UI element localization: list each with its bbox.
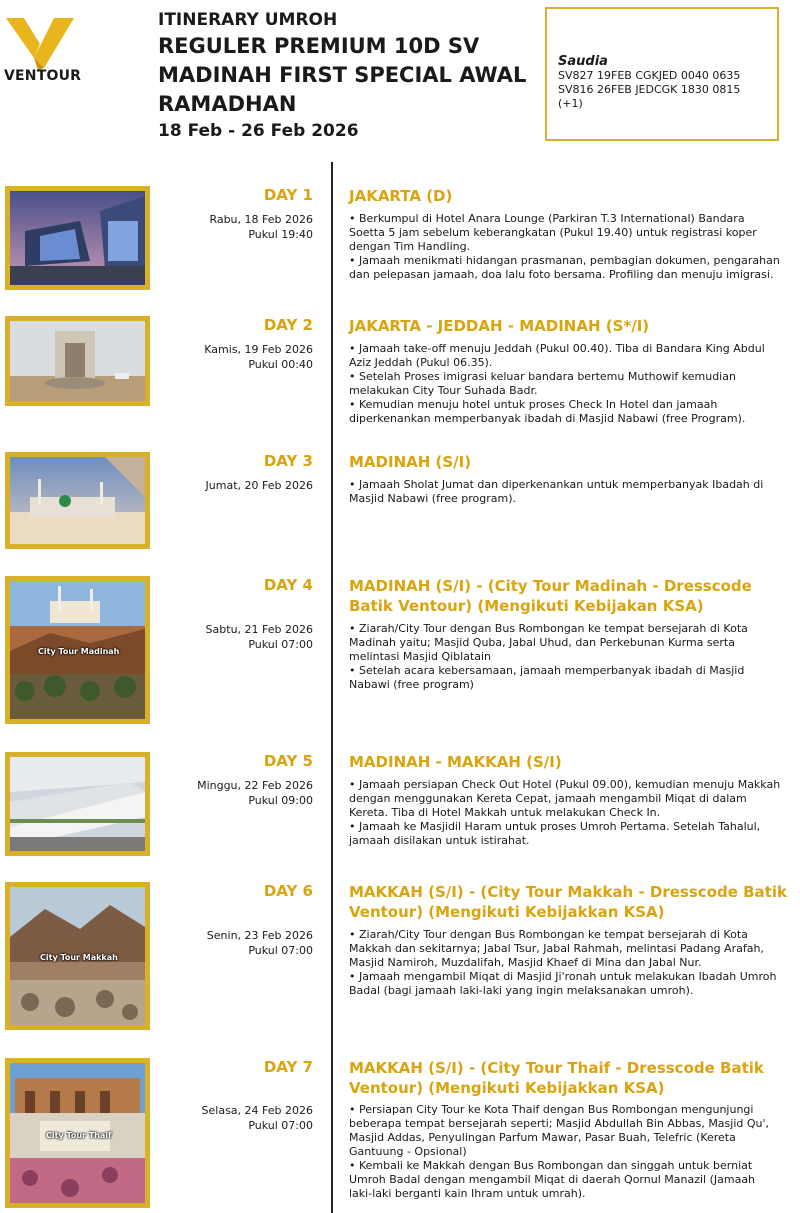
day5-desc-1: • Jamaah persiapan Check Out Hotel (Pukul 09.00), kemudian menuju Makkah dengan menggunakan Kereta Cepat, jamaah mengambil Miqat di dalam Kereta. Tiba di Hotel Makkah untuk melakukan Check In. [349,778,781,819]
day6-title: MAKKAH (S/I) - (City Tour Makkah - Dresscode Batik Ventour) (Mengikuti Kebijakkan KSA) [349,883,787,921]
day2-desc-2: • Setelah Proses imigrasi keluar bandara bertemu Muthowif kemudian melakukan City Tour Suhada Badr. [349,370,736,397]
day7-photo [5,1058,150,1208]
day6-photo-caption: City Tour Makkah [40,953,118,962]
day3-date-text: Jumat, 20 Feb 2026 [205,479,313,492]
day4-desc-2: • Setelah acara kebersamaan, jamaah memperbanyak ibadah di Masjid Nabawi (free program) [349,664,745,691]
day6-time-text: Pukul 07:00 [248,944,313,957]
flight-info-box [545,7,779,141]
day4-description [349,622,781,692]
day1-title: JAKARTA (D) [349,187,453,205]
day6-date-text: Senin, 23 Feb 2026 [206,929,313,942]
day7-description [349,1103,781,1201]
airline-name: Saudia [558,54,608,69]
day7-date-text: Selasa, 24 Feb 2026 [201,1104,313,1117]
header-line4: RAMADHAN [158,92,297,116]
day3-photo [5,452,150,549]
header-line2: REGULER PREMIUM 10D SV [158,34,480,58]
day5-date [197,778,313,808]
day4-title: MADINAH (S/I) - (City Tour Madinah - Dresscode Batik Ventour) (Mengikuti Kebijakan KSA) [349,577,752,615]
day7-photo-caption: City Tour Thaif [46,1131,112,1140]
day7-desc-2: • Kembali ke Makkah dengan Bus Rombongan dan singgah untuk berniat Umroh Badal dengan mengambil Miqat di daerah Qornul Manazil (Jamaah laki-laki berganti kain Ihram untuk umrah). [349,1159,756,1200]
day7-desc-1: • Persiapan City Tour ke Kota Thaif dengan Bus Rombongan mengunjungi beberapa tempat bersejarah seperti; Masjid Abdullah Bin Abbas, Masjid Qu', Masjid Addas, Penyulingan Parfum Mawar, Pasar Buah, Telefric (Kereta Gantuung - Opsional) [349,1103,770,1158]
day4-photo [5,576,150,724]
day5-time-text: Pukul 09:00 [248,794,313,807]
day6-desc-2: • Jamaah mengambil Miqat di Masjid Ji'ronah untuk melakukan Ibadah Umroh Badal (bagi jamaah laki-laki yang ingin melaksanakan umroh). [349,970,777,997]
day4-date [206,622,313,652]
day2-label: DAY 2 [263,316,313,334]
day2-desc-1: • Jamaah take-off menuju Jeddah (Pukul 00.40). Tiba di Bandara King Abdul Aziz Jeddah (Pukul 06.35). [349,342,765,369]
day4-desc-1: • Ziarah/City Tour dengan Bus Rombongan ke tempat bersejarah di Kota Madinah yaitu; Masjid Quba, Jabal Uhud, dan Perkebunan Kurma serta melintasi Masjid Qiblatain [349,622,748,663]
day1-desc-2: • Jamaah menikmati hidangan prasmanan, pembagian dokumen, pengarahan dan pelepasan jamaah, doa lalu foto bersama. Profiling dan menuju imigrasi. [349,254,780,281]
day2-desc-3: • Kemudian menuju hotel untuk proses Check In Hotel dan jamaah diperkenankan memperbanyak ibadah di Masjid Nabawi (free Program). [349,398,746,425]
day6-desc-1: • Ziarah/City Tour dengan Bus Rombongan ke tempat bersejarah di Kota Makkah dan sekitarnya; Jabal Tsur, Jabal Rahmah, melintasi Padang Arafah, Masjid Namiroh, Muzdalifah, Masjid Khaef di Mina dan Jabal Nur. [349,928,764,969]
day6-date [207,928,313,958]
day7-title: MAKKAH (S/I) - (City Tour Thaif - Dresscode Batik Ventour) (Mengikuti Kebijakkan KSA) [349,1059,764,1097]
day4-time-text: Pukul 07:00 [248,638,313,651]
day1-date [209,212,313,242]
day6-description [349,928,781,998]
day1-date-text: Rabu, 18 Feb 2026 [209,213,313,226]
day5-photo [5,752,150,856]
day7-time-text: Pukul 07:00 [248,1119,313,1132]
day1-label: DAY 1 [263,186,313,204]
day1-time-text: Pukul 19:40 [248,228,313,241]
day2-time-text: Pukul 00:40 [248,358,313,371]
day5-label: DAY 5 [263,752,313,770]
day1-description [349,212,781,282]
day6-photo [5,882,150,1030]
day2-date-text: Kamis, 19 Feb 2026 [204,343,313,356]
day2-description [349,342,781,426]
header-dates: 18 Feb - 26 Feb 2026 [158,121,359,141]
day3-date [206,478,313,493]
day7-label: DAY 7 [263,1058,313,1076]
header [158,10,538,142]
day2-photo [5,316,150,406]
day5-date-text: Minggu, 22 Feb 2026 [197,779,313,792]
day3-title: MADINAH (S/I) [349,453,472,471]
day4-label: DAY 4 [263,576,313,594]
header-line3: MADINAH FIRST SPECIAL AWAL [158,63,527,87]
day2-date [204,342,313,372]
day1-photo [5,186,150,290]
day5-desc-2: • Jamaah ke Masjidil Haram untuk proses Umroh Pertama. Setelah Tahalul, jamaah disilakan untuk istirahat. [349,820,761,847]
timeline-divider [331,162,333,1213]
day4-date-text: Sabtu, 21 Feb 2026 [205,623,313,636]
day3-label: DAY 3 [263,452,313,470]
day3-description [349,478,781,506]
header-line1: ITINERARY UMROH [158,10,338,30]
day5-description [349,778,781,848]
day5-title: MADINAH - MAKKAH (S/I) [349,753,562,771]
day4-photo-caption: City Tour Madinah [38,647,120,656]
flight-leg-2: SV816 26FEB JEDCGK 1830 0815 (+1) [558,83,741,110]
flight-leg-1: SV827 19FEB CGKJED 0040 0635 [558,69,741,82]
brand-name: VENTOUR [4,68,82,84]
day3-desc-1: • Jamaah Sholat Jumat dan diperkenankan untuk memperbanyak Ibadah di Masjid Nabawi (free program). [349,478,764,505]
day7-date [202,1103,313,1133]
day6-label: DAY 6 [263,882,313,900]
day1-desc-1: • Berkumpul di Hotel Anara Lounge (Parkiran T.3 International) Bandara Soetta 5 jam sebelum keberangkatan (Pukul 19.40) untuk registrasi koper dengan Tim Handling. [349,212,757,253]
ventour-logo-mark [4,14,84,70]
day2-title: JAKARTA - JEDDAH - MADINAH (S*/I) [349,317,650,335]
